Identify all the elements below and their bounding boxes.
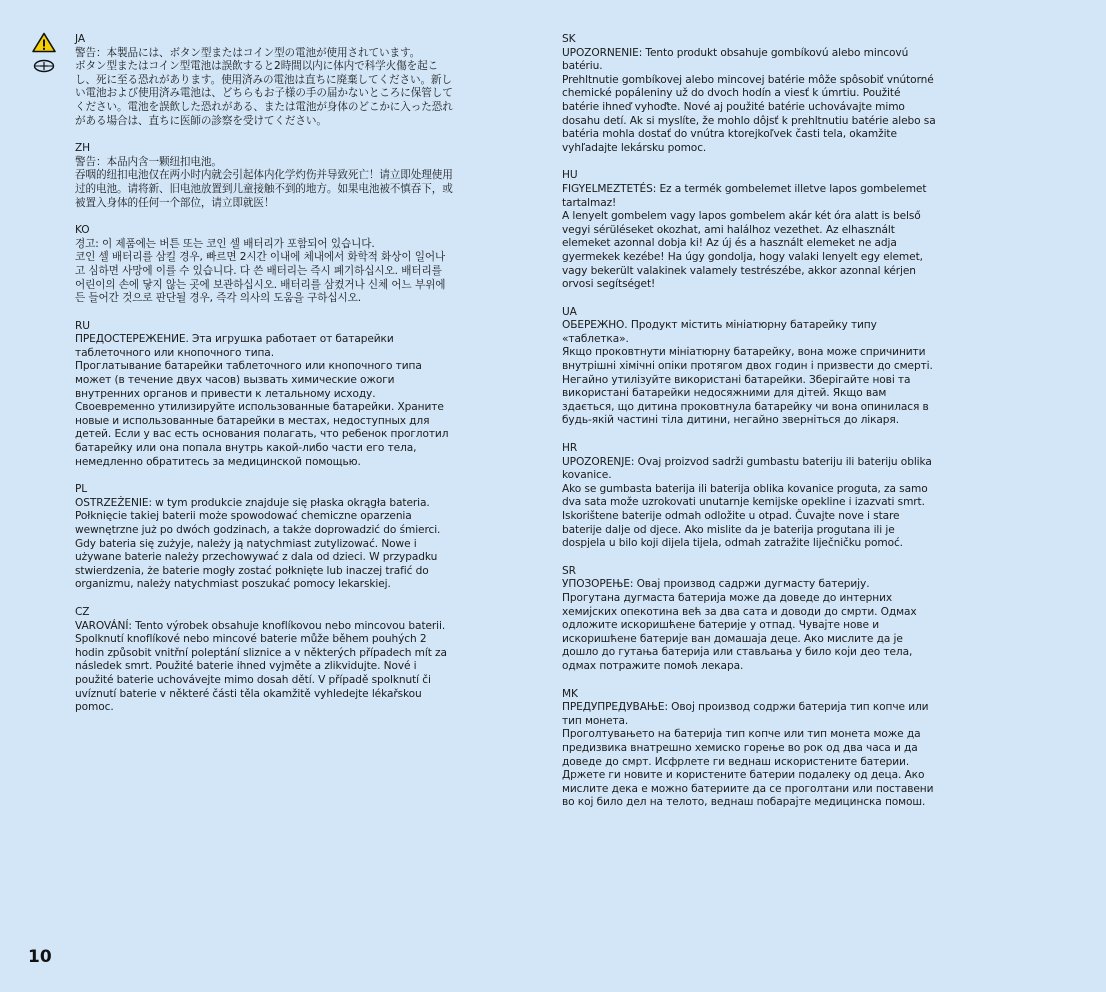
warning-body: A lenyelt gombelem vagy lapos gombelem akár két óra alatt is belső vegyi sérüléseket okozhat, ami halálhoz vezethet. Az elhasznált elemeket azonnal dobja ki! Az új és a használt elemeket ne adja gyermekek kezébe! Ha úgy gondolja, hogy valaki lenyelt egy elemet, vagy bekerült valakinek valamely testrészébe, akkor azonnal kérjen orvosi segítséget! [562, 210, 923, 291]
left-column [75, 33, 453, 729]
warning-title: 警告：本製品には、ボタン型またはコイン型の電池が使用されています。 [75, 46, 421, 59]
warning-title: FIGYELMEZTETÉS: Ez a termék gombelemet illetve lapos gombelemet tartalmaz! [562, 182, 927, 209]
language-code: UA [562, 305, 577, 318]
warning-title: OSTRZEŻENIE: w tym produkcie znajduje się płaska okrągła bateria. [75, 496, 430, 509]
warning-body: ボタン型またはコイン型電池は誤飲すると2時間以内に体内で科学火傷を起こし、死に至る恐れがあります。使用済みの電池は直ちに廃棄してください。新しい電池および使用済み電池は、どちらもお子様の手の届かないところに保管してください。電池を誤飲した恐れがある、または電池が身体のどこかに入った恐れがある場合は、直ちに医師の診察を受けてください。 [75, 60, 453, 127]
language-code: JA [75, 33, 85, 45]
warning-section-pl [75, 483, 453, 592]
warning-body: Prehltnutie gombíkovej alebo mincovej batérie môže spôsobiť vnútorné chemické popáleniny už do dvoch hodín a viesť k úmrtiu. Použité batérie ihneď vyhoďte. Nové aj použité batérie uchovávajte mimo dosahu detí. Ak si myslíte, že mohlo dôjsť k prehltnutiu batérie alebo sa batéria mohla dostať do vnútra ktorejkoľvek časti tela, okamžite vyhľadajte lekársku pomoc. [562, 73, 936, 154]
warning-section-cz [75, 606, 453, 715]
warning-title: UPOZORENJE: Ovaj proizvod sadrži gumbastu bateriju ili bateriju oblika kovanice. [562, 455, 932, 482]
warning-title: 警告：本品内含一颗纽扣电池。 [75, 155, 222, 168]
warning-body: Якщо проковтнути мініатюрну батарейку, вона може спричинити внутрішні хімічні опіки протягом двох годин і призвести до смерті. Негайно утилізуйте використані батарейки. Зберігайте нові та використані батарейки недосяжними для дітей. Якщо вам здається, що дитина проковтнула батарейку чи вона опинилася в будь-якій частині тіла дитини, негайно зверніться до лікаря. [562, 346, 933, 427]
warning-section-hu [562, 169, 938, 291]
language-code: MK [562, 687, 578, 700]
language-code: SR [562, 564, 576, 577]
language-code: SK [562, 33, 576, 45]
warning-title: ОБЕРЕЖНО. Продукт містить мініатюрну батарейку типу «таблетка». [562, 319, 877, 345]
language-code: HU [562, 169, 578, 182]
warning-title: UPOZORNENIE: Tento produkt obsahuje gombíkovú alebo mincovú batériu. [562, 46, 909, 73]
warning-triangle-icon [32, 32, 56, 53]
button-cell-battery-icon [32, 59, 56, 73]
warning-section-ja [75, 33, 453, 128]
warning-section-ko [75, 224, 453, 306]
warning-body: 코인 셀 배터리를 삼킬 경우, 빠르면 2시간 이내에 체내에서 화학적 화상이 일어나고 심하면 사망에 이를 수 있습니다. 다 쓴 배터리는 즉시 폐기하십시오. 배터리를 어린이의 손에 닿지 않는 곳에 보관하십시오. 배터리를 삼켰거나 신체 어느 부위에든 들어간 것으로 판단될 경우, 즉각 의사의 도움을 구하십시오. [75, 251, 446, 305]
warning-title: VAROVÁNÍ: Tento výrobek obsahuje knoflíkovou nebo mincovou baterii. [75, 619, 446, 632]
language-code: HR [562, 442, 578, 455]
language-code: KO [75, 224, 90, 237]
warning-body: Проглатывание батарейки таблеточного или кнопочного типа может (в течение двух часов) вызвать химические ожоги внутренних органов и привести к летальному исходу. Своевременно утилизируйте использованные батарейки. Храните новые и использованные батарейки в местах, недоступных для детей. Если у вас есть основания полагать, что ребенок проглотил батарейку или она попала внутрь какой-либо части его тела, немедленно обратитесь за медицинской помощью. [75, 360, 449, 468]
language-code: CZ [75, 605, 90, 618]
warning-section-hr [562, 442, 938, 551]
warning-body: Spolknutí knoflíkové nebo mincové baterie může během pouhých 2 hodin způsobit vnitřní poleptání sliznice a v některých případech mít za následek smrt. Použité baterie ihned vyjměte a zlikvidujte. Nové i použité baterie uchovávejte mimo dosah dětí. V případě spolknutí či uvíznutí baterie v některé části těla okamžitě vyhledejte lékařskou pomoc. [75, 633, 447, 714]
warning-section-sr [562, 565, 938, 674]
warning-icons [32, 32, 56, 73]
warning-title: УПОЗОРЕЊЕ: Овај производ садржи дугмасту батерију. [562, 578, 870, 591]
page-number: 10 [28, 947, 52, 967]
warning-body: Ako se gumbasta baterija ili baterija oblika kovanice proguta, za samo dva sata može uzrokovati unutarnje kemijske opekline i izazvati smrt. Iskorištene baterije odmah odložite u otpad. Čuvajte nove i stare baterije dalje od djece. Ako mislite da je baterija progutana ili je dospjela u bilo koji dijela tijela, odmah zatražite liječničku pomoć. [562, 482, 928, 550]
language-code: RU [75, 319, 90, 332]
warning-title: ПРЕДУПРЕДУВАЊЕ: Овој производ содржи батерија тип копче или тип монета. [562, 701, 929, 727]
warning-section-sk [562, 33, 938, 155]
warning-body: Połknięcie takiej baterii może spowodować chemiczne oparzenia wewnętrzne już po dwóch godzinach, a także doprowadzić do śmierci. Gdy bateria się zużyje, należy ją natychmiast zutylizować. Nowe i używane baterie należy przechowywać z dala od dzieci. W przypadku stwierdzenia, że baterie mogły zostać połknięte lub inaczej trafić do organizmu, należy natychmiast poszukać pomocy lekarskiej. [75, 510, 441, 591]
warning-section-ua [562, 306, 938, 428]
language-code: PL [75, 483, 88, 496]
warning-body: Проголтувањето на батерија тип копче или тип монета може да предизвика внатрешно хемиско горење во рок од два часа и да доведе до смрт. Исфрлете ги веднаш искористените батерии. Држете ги новите и користените батерии подалеку од деца. Ако мислите дека е можно батериите да се проголтани или поставени во кој било дел на телото, веднаш побарајте медицинска помош. [562, 728, 934, 809]
warning-section-mk [562, 688, 938, 810]
warning-section-ru [75, 320, 453, 470]
right-column [562, 33, 938, 824]
language-code: ZH [75, 142, 91, 155]
warning-title: 경고: 이 제품에는 버튼 또는 코인 셀 배터리가 포함되어 있습니다. [75, 237, 375, 250]
warning-section-zh [75, 142, 453, 210]
warning-title: ПРЕДОСТЕРЕЖЕНИЕ. Эта игрушка работает от батарейки таблеточного или кнопочного типа. [75, 333, 394, 359]
warning-body: Прогутана дугмаста батерија може да доведе до интерних хемијских опекотина већ за два сата и доводи до смрти. Одмах одложите искоришћене батерије у отпад. Чувајте нове и искоришћене батерије ван домашаја деце. Ако мислите да је дошло до гутања батерија или стављања у било који део тела, одмах потражите помоћ лекара. [562, 591, 917, 672]
warning-body: 吞咽的纽扣电池仅在两小时内就会引起体内化学灼伤并导致死亡！请立即处理使用过的电池。请将新、旧电池放置到儿童接触不到的地方。如果电池被不慎吞下，或被置入身体的任何一个部位，请立即就医！ [75, 169, 453, 209]
